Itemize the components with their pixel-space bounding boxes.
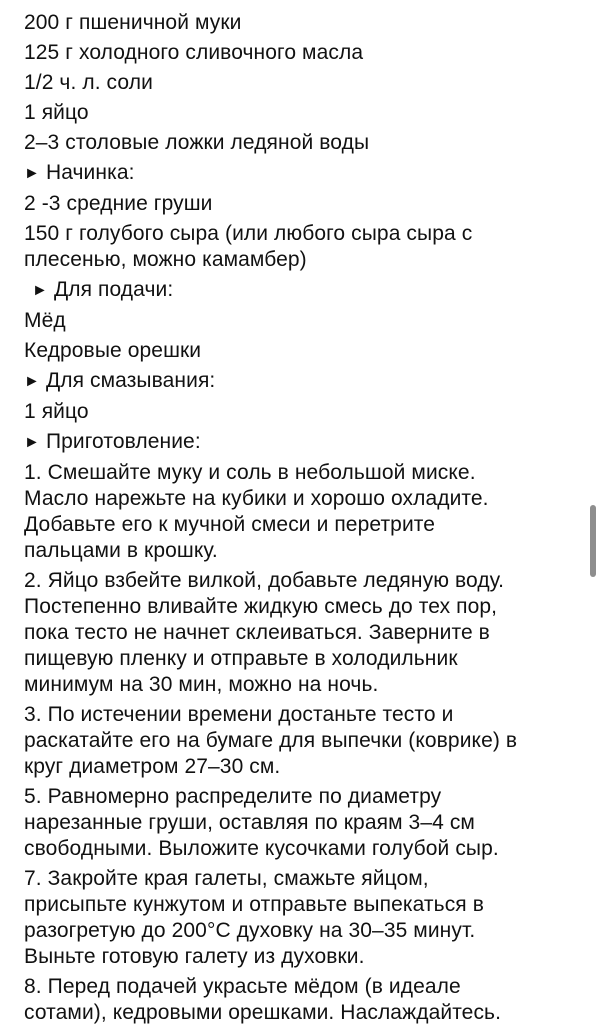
ingredient-line: 2–3 столовые ложки ледяной воды [24, 131, 370, 154]
section-heading-glazing [24, 368, 586, 395]
ingredient-line: Мёд [24, 309, 66, 332]
section-heading-filling [24, 160, 586, 187]
section-heading-serving [24, 277, 586, 304]
ingredient-line: 2 -3 средние груши [24, 192, 213, 215]
preparation-step: 7. Закройте края галеты, смажьте яйцом, присыпьте кунжутом и отправьте выпекаться в разогретую до 200°С духовку на 30–35 минут. Выньте готовую галету из духовки. [24, 867, 484, 968]
preparation-step: 8. Перед подачей украсьте мёдом (в идеале сотами), кедровыми орешками. Наслаждайтесь. [24, 975, 502, 1024]
section-heading-label: Начинка: [45, 161, 135, 184]
preparation-step: 2. Яйцо взбейте вилкой, добавьте ледяную воду. Постепенно вливайте жидкую смесь до тех пор, пока тесто не начнет склеиваться. Заверните в пищевую пленку и отправьте в холодильник минимум на 30 мин, можно на ночь. [24, 569, 505, 696]
ingredient-line: 150 г голубого сыра (или любого сыра сыра с плесенью, можно камамбер) [24, 222, 473, 271]
preparation-step: 5. Равномерно распределите по диаметру нарезанные груши, оставляя по краям 3–4 см свободными. Выложите кусочками голубой сыр. [24, 785, 499, 860]
ingredient-line: 125 г холодного сливочного масла [24, 41, 364, 64]
triangle-bullet-icon: ► [24, 434, 40, 451]
section-heading-label: Для подачи: [53, 278, 174, 301]
triangle-bullet-icon: ► [24, 373, 40, 390]
section-heading-label: Для смазывания: [45, 369, 216, 392]
ingredient-line: Кедровые орешки [24, 339, 202, 362]
preparation-step: 3. По истечении времени достаньте тесто и раскатайте его на бумаге для выпечки (коврике) в круг диаметром 27–30 см. [24, 703, 518, 778]
recipe-text [24, 10, 586, 1030]
triangle-bullet-icon: ► [32, 282, 48, 299]
ingredient-line: 1/2 ч. л. соли [24, 71, 153, 94]
triangle-bullet-icon: ► [24, 165, 40, 182]
preparation-step: 1. Смешайте муку и соль в небольшой миске. Масло нарежьте на кубики и хорошо охладите. Добавьте его к мучной смеси и перетрите пальцами в крошку. [24, 461, 489, 562]
vertical-scrollbar[interactable] [590, 505, 596, 577]
section-heading-preparation [24, 429, 586, 456]
ingredient-line: 1 яйцо [24, 101, 89, 124]
section-heading-label: Приготовление: [45, 430, 201, 453]
ingredient-line: 200 г пшеничной муки [24, 11, 242, 34]
ingredient-line: 1 яйцо [24, 400, 89, 423]
